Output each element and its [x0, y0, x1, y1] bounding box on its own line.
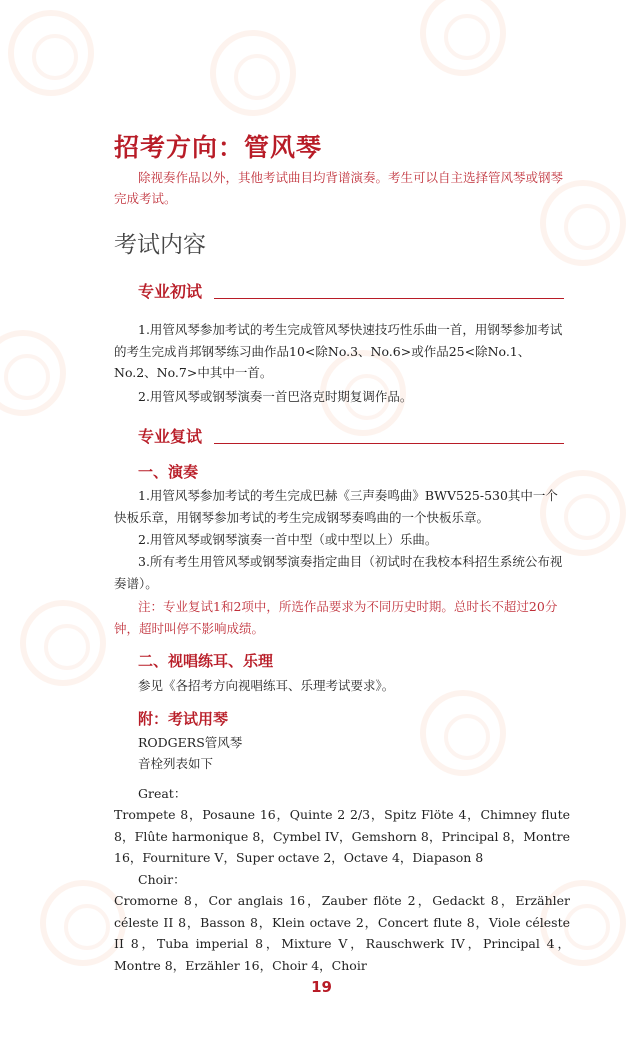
heading-rule [214, 443, 564, 444]
page-number: 19 [311, 978, 332, 996]
retest-label: 专业复试 [138, 427, 203, 446]
retest-heading [138, 424, 564, 446]
watermark-seal [210, 30, 296, 116]
heading-rule [214, 298, 564, 299]
solfege-text: 参见《各招考方向视唱练耳、乐理考试要求》。 [138, 678, 395, 693]
section-title: 考试内容 [114, 232, 206, 258]
watermark-seal [420, 690, 506, 776]
page-title: 招考方向：管风琴 [114, 133, 323, 162]
performance-heading: 一、演奏 [138, 463, 199, 481]
performance-item-1: 1.用管风琴参加考试的考生完成巴赫《三声奏鸣曲》BWV525-530其中一个快板乐章，用钢琴参加考试的考生完成钢琴奏鸣曲的一个快板乐章。 [114, 488, 558, 525]
performance-item-3: 3.所有考生用管风琴或钢琴演奏指定曲目（初试时在我校本科招生系统公布视奏谱）。 [114, 554, 563, 591]
initial-exam-label: 专业初试 [138, 282, 203, 301]
solfege-heading: 二、视唱练耳、乐理 [138, 652, 274, 670]
stop-list-label: 音栓列表如下 [138, 756, 214, 771]
performance-note: 注：专业复试1和2项中，所选作品要求为不同历史时期。总时长不超过20分钟，超时叫停不影响成绩。 [114, 599, 558, 636]
great-label: Great： [138, 786, 187, 801]
organ-model: RODGERS管风琴 [138, 735, 243, 750]
intro-note: 除视奏作品以外，其他考试曲目均背谱演奏。考生可以自主选择管风琴或钢琴完成考试。 [114, 170, 564, 206]
initial-exam-heading [138, 279, 564, 301]
performance-item-2: 2.用管风琴或钢琴演奏一首中型（或中型以上）乐曲。 [138, 532, 438, 547]
choir-label: Choir： [138, 872, 186, 887]
choir-stops: Cromorne 8，Cor anglais 16，Zauber flöte 2，Gedackt 8，Erzähler céleste II 8，Basson 8，Klein octave 2，Concert flute 8，Viole céleste II 8，Tuba imperial 8，Mixture V，Rauschwerk IV，Principal 4，Montre 8，Erzähler 16，Choir 4，Choir [114, 893, 570, 973]
watermark-seal [20, 600, 106, 686]
watermark-seal [0, 330, 66, 416]
watermark-seal [8, 10, 94, 96]
great-stops: Trompete 8，Posaune 16，Quinte 2 2/3，Spitz Flöte 4，Chimney flute 8，Flûte harmonique 8，Cymbel IV，Gemshorn 8，Principal 8，Montre 16，Fourniture V，Super octave 2，Octave 4，Diapason 8 [114, 807, 570, 865]
initial-item-1: 1.用管风琴参加考试的考生完成管风琴快速技巧性乐曲一首，用钢琴参加考试的考生完成肖邦钢琴练习曲作品10<除No.3、No.6>或作品25<除No.1、No.2、No.7>中其中一首。 [114, 322, 563, 380]
appendix-heading: 附：考试用琴 [138, 710, 229, 728]
initial-item-2: 2.用管风琴或钢琴演奏一首巴洛克时期复调作品。 [138, 389, 413, 404]
watermark-seal [420, 0, 506, 76]
